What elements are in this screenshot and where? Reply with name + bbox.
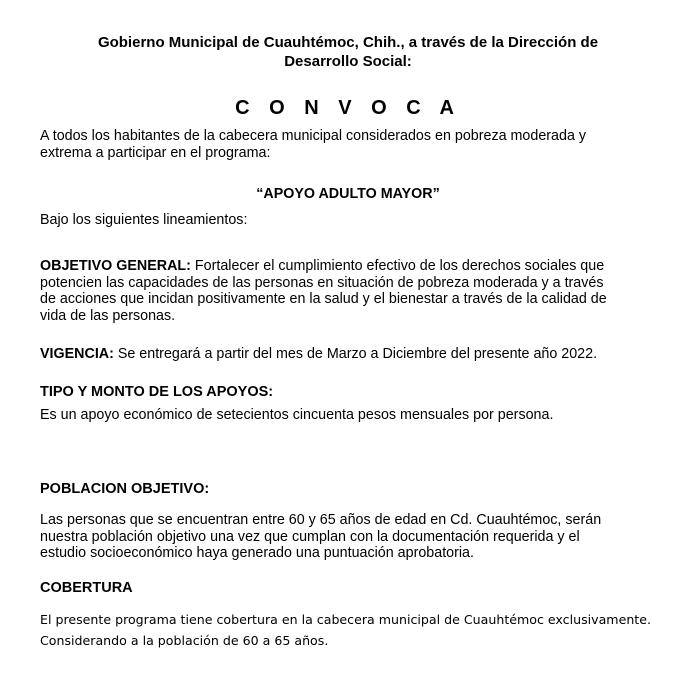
header-line-1: Gobierno Municipal de Cuauhtémoc, Chih., a través de la Dirección de xyxy=(97,34,599,51)
program-name: “APOYO ADULTO MAYOR” xyxy=(256,186,440,202)
intro-line-2: extrema a participar en el programa: xyxy=(40,144,271,161)
header xyxy=(40,33,656,71)
objetivo-line-4: vida de las personas. xyxy=(40,307,176,324)
poblacion-line-2: nuestra población objetivo una vez que cumplan con la documentación requerida y el xyxy=(40,528,580,545)
guidelines-intro: Bajo los siguientes lineamientos: xyxy=(40,212,248,228)
intro-paragraph xyxy=(40,128,643,161)
vigencia-label: VIGENCIA: xyxy=(40,346,114,362)
objetivo-line-3: de acciones que incidan positivamente en la salud y el bienestar a través de la calidad de xyxy=(40,291,607,308)
objetivo-general-section xyxy=(40,258,643,324)
cobertura-heading: COBERTURA xyxy=(40,580,133,596)
poblacion-objetivo-heading: POBLACION OBJETIVO: xyxy=(40,481,210,497)
tipo-monto-heading: TIPO Y MONTO DE LOS APOYOS: xyxy=(40,384,274,400)
vigencia-section xyxy=(40,346,643,363)
cobertura-line-2: Considerando a la población de 60 a 65 años. xyxy=(40,633,329,648)
tipo-monto-text: Es un apoyo económico de setecientos cincuenta pesos mensuales por persona. xyxy=(40,407,554,423)
poblacion-line-1: Las personas que se encuentran entre 60 y 65 años de edad en Cd. Cuauhtémoc, serán xyxy=(40,512,602,528)
intro-line-1: A todos los habitantes de la cabecera municipal considerados en pobreza moderada y xyxy=(40,128,587,144)
cobertura-line-1: El presente programa tiene cobertura en la cabecera municipal de Cuauhtémoc exclusivamente. xyxy=(40,612,651,627)
header-line-2: Desarrollo Social: xyxy=(284,53,412,70)
poblacion-objetivo-paragraph xyxy=(40,512,643,562)
objetivo-general-label: OBJETIVO GENERAL: xyxy=(40,258,191,274)
convoca-title: C O N V O C A xyxy=(235,97,461,119)
objetivo-line-2: potencien las capacidades de las personas en situación de pobreza moderada y a través xyxy=(40,274,604,291)
vigencia-text: Se entregará a partir del mes de Marzo a Diciembre del presente año 2022. xyxy=(113,346,598,362)
objetivo-line-1 xyxy=(40,258,643,275)
objetivo-text-1: Fortalecer el cumplimiento efectivo de los derechos sociales que xyxy=(190,258,605,274)
poblacion-line-3: estudio socioeconómico haya generado una puntuación aprobatoria. xyxy=(40,545,474,562)
cobertura-paragraph xyxy=(40,609,660,651)
